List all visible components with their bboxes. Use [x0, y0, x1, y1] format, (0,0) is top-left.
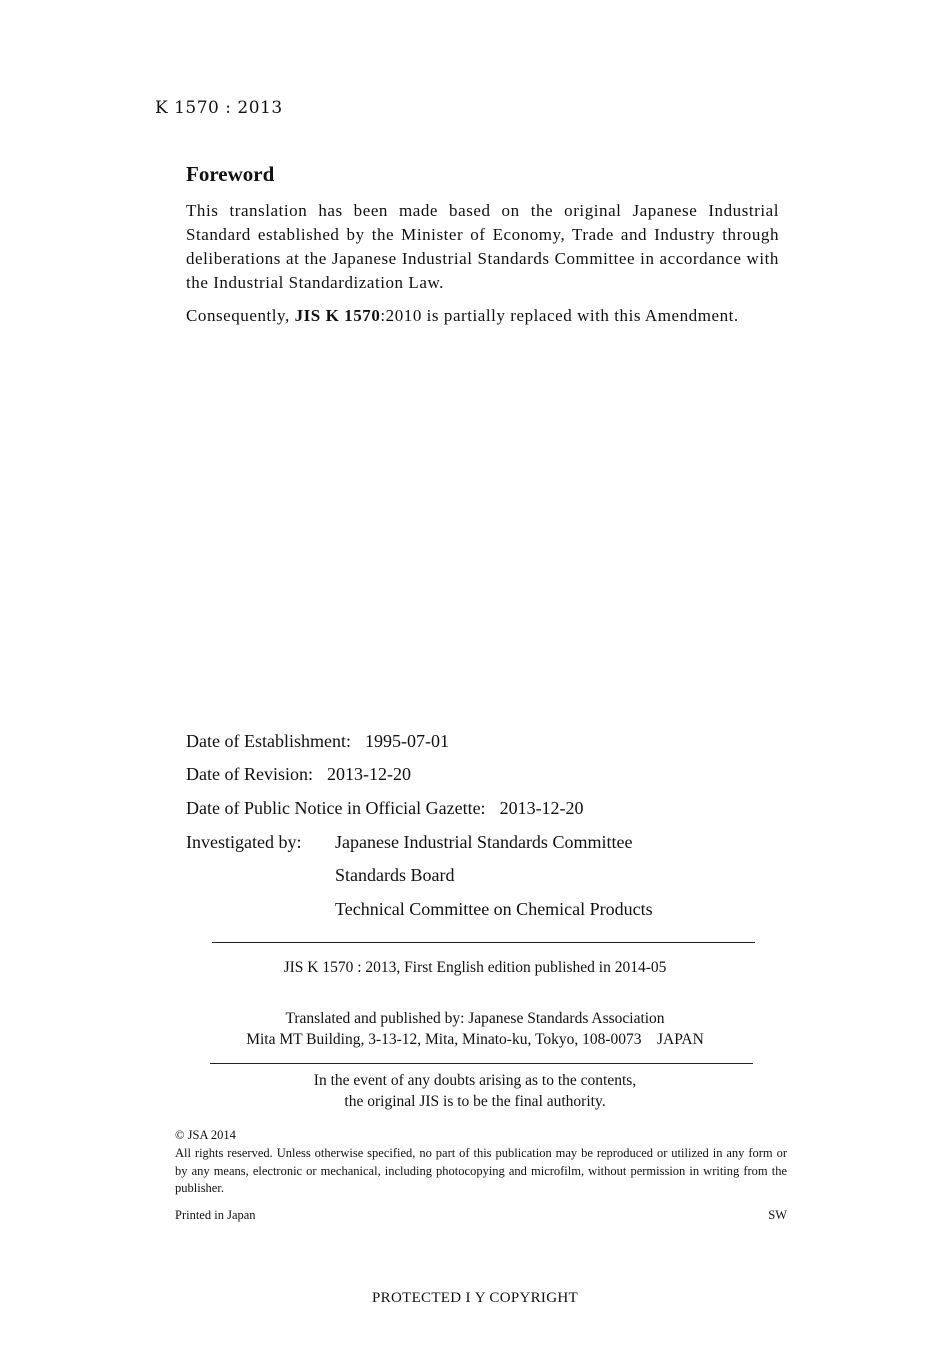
public-notice-row: [186, 798, 584, 819]
rights-statement: All rights reserved. Unless otherwise specified, no part of this publication may be reproduced or utilized in any form or by any means, electronic or mechanical, including photocopying and microfilm, without permission in writing from the publisher.: [175, 1146, 787, 1195]
doubts-line-1: In the event of any doubts arising as to the contents,: [313, 1072, 637, 1089]
revision-row: [186, 764, 411, 785]
copyright-footer: PROTECTED І Y COPYRIGHT: [372, 1290, 578, 1306]
divider-bottom: [210, 1063, 753, 1064]
edition-line: JIS K 1570 : 2013, First English edition published in 2014-05: [283, 959, 667, 976]
printed-in: Printed in Japan: [175, 1208, 256, 1222]
foreword-paragraph-1: This translation has been made based on the original Japanese Industrial Standard established by the Minister of Economy, Trade and Industry through deliberations at the Japanese Industrial Standards Committee in accordance with the Industrial Standardization Law.: [186, 201, 779, 292]
divider-top: [212, 942, 755, 943]
investigating-body-3: Technical Committee on Chemical Products: [335, 899, 653, 919]
paragraph-2-standard-ref: JIS K 1570: [294, 306, 381, 325]
revision-date: 2013-12-20: [326, 764, 411, 784]
establishment-date: 1995-07-01: [364, 731, 449, 751]
foreword-title: Foreword: [186, 162, 275, 186]
doubts-line-2: the original JIS is to be the final authority.: [344, 1093, 606, 1110]
document-id: K 1570 : 2013: [155, 98, 283, 118]
printer-code: SW: [768, 1208, 787, 1222]
establishment-label: Date of Establishment:: [186, 731, 351, 751]
publisher-line: Translated and published by: Japanese Standards Association: [285, 1010, 665, 1027]
public-notice-label: Date of Public Notice in Official Gazette:: [186, 798, 486, 818]
copyright-notice: © JSA 2014: [175, 1128, 236, 1142]
paragraph-2-suffix: :2010 is partially replaced with this Amendment.: [380, 306, 739, 325]
investigating-body-1: Japanese Industrial Standards Committee: [335, 832, 633, 852]
revision-label: Date of Revision:: [186, 764, 313, 784]
paragraph-2-prefix: Consequently,: [186, 306, 295, 325]
public-notice-date: 2013-12-20: [499, 798, 584, 818]
investigated-label: Investigated by:: [186, 832, 302, 852]
investigating-body-2: Standards Board: [335, 865, 455, 885]
foreword-paragraph-2: [186, 304, 779, 328]
establishment-row: [186, 731, 449, 752]
address-line: Mita MT Building, 3-13-12, Mita, Minato-ku, Tokyo, 108-0073 JAPAN: [246, 1031, 704, 1048]
